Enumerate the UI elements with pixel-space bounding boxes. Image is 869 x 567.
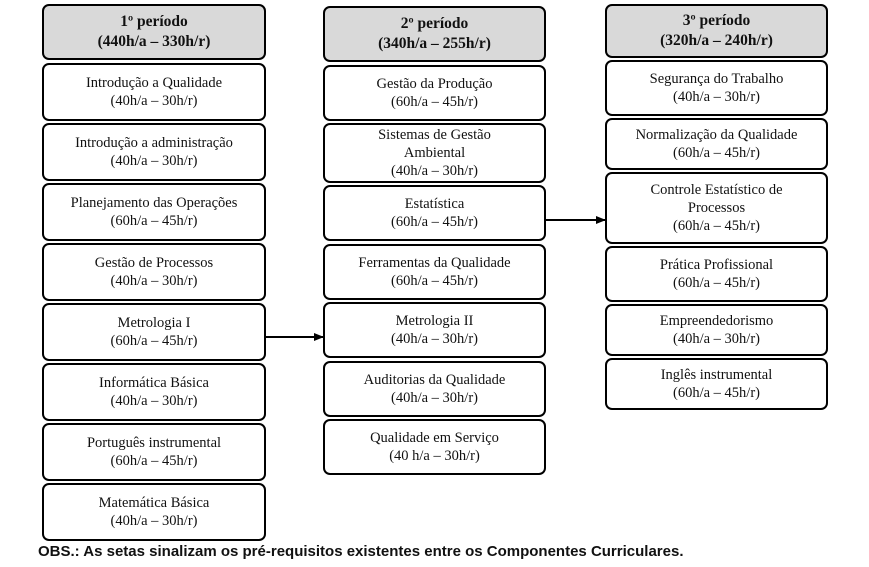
period-hours: (340h/a – 255h/r) (378, 35, 491, 52)
course-name: Planejamento das Operações (70, 195, 238, 211)
course-hours: (60h/a – 45h/r) (391, 214, 478, 230)
course-hours: (40h/a – 30h/r) (391, 331, 478, 347)
course-hours: (60h/a – 45h/r) (110, 213, 198, 229)
course-hours: (40 h/a – 30h/r) (389, 448, 480, 464)
course-hours: (60h/a – 45h/r) (110, 333, 198, 349)
course-hours: (60h/a – 45h/r) (110, 453, 198, 469)
course-name: Controle Estatístico de (650, 182, 783, 198)
course-hours: (60h/a – 45h/r) (673, 145, 760, 161)
course-name: Inglês instrumental (660, 367, 773, 383)
course-name: Ferramentas da Qualidade (358, 255, 511, 271)
course-name: Prática Profissional (659, 257, 774, 273)
course-hours: (40h/a – 30h/r) (110, 153, 198, 169)
course-name: Matemática Básica (98, 495, 210, 511)
course-hours: (60h/a – 45h/r) (391, 94, 478, 110)
course-hours: (40h/a – 30h/r) (110, 273, 198, 289)
course-hours: (40h/a – 30h/r) (391, 390, 478, 406)
course-name: Empreendedorismo (659, 313, 774, 329)
period-hours: (440h/a – 330h/r) (97, 33, 211, 50)
course-hours: (40h/a – 30h/r) (673, 89, 760, 105)
course-hours: (60h/a – 45h/r) (673, 275, 760, 291)
course-hours: (40h/a – 30h/r) (110, 393, 198, 409)
course-hours: (40h/a – 30h/r) (673, 331, 760, 347)
course-name: Ambiental (403, 145, 466, 161)
period-title: 2º período (400, 15, 469, 32)
course-name: Informática Básica (99, 375, 209, 391)
period-hours: (320h/a – 240h/r) (660, 32, 773, 49)
period-title: 3º período (682, 12, 751, 29)
course-name: Metrologia I (117, 315, 191, 331)
course-name: Qualidade em Serviço (370, 430, 499, 446)
course-name: Introdução a administração (75, 135, 233, 151)
course-name: Sistemas de Gestão (378, 127, 491, 143)
course-name: Gestão da Produção (376, 76, 493, 92)
course-hours: (40h/a – 30h/r) (391, 163, 478, 179)
course-name: Metrologia II (395, 313, 474, 329)
footnote: OBS.: As setas sinalizam os pré-requisitos existentes entre os Componentes Curriculares. (38, 543, 684, 560)
period-title: 1º período (120, 13, 188, 30)
course-hours: (60h/a – 45h/r) (673, 385, 760, 401)
course-hours: (60h/a – 45h/r) (673, 218, 760, 234)
course-name: Processos (687, 200, 746, 216)
course-name: Gestão de Processos (94, 255, 214, 271)
course-hours: (40h/a – 30h/r) (110, 513, 198, 529)
course-name: Estatística (404, 196, 465, 212)
course-hours: (60h/a – 45h/r) (391, 273, 478, 289)
course-hours: (40h/a – 30h/r) (110, 93, 198, 109)
course-name: Português instrumental (86, 435, 222, 451)
course-name: Segurança do Trabalho (649, 71, 784, 87)
course-name: Normalização da Qualidade (635, 127, 798, 143)
course-name: Introdução a Qualidade (85, 75, 223, 91)
course-name: Auditorias da Qualidade (363, 372, 506, 388)
